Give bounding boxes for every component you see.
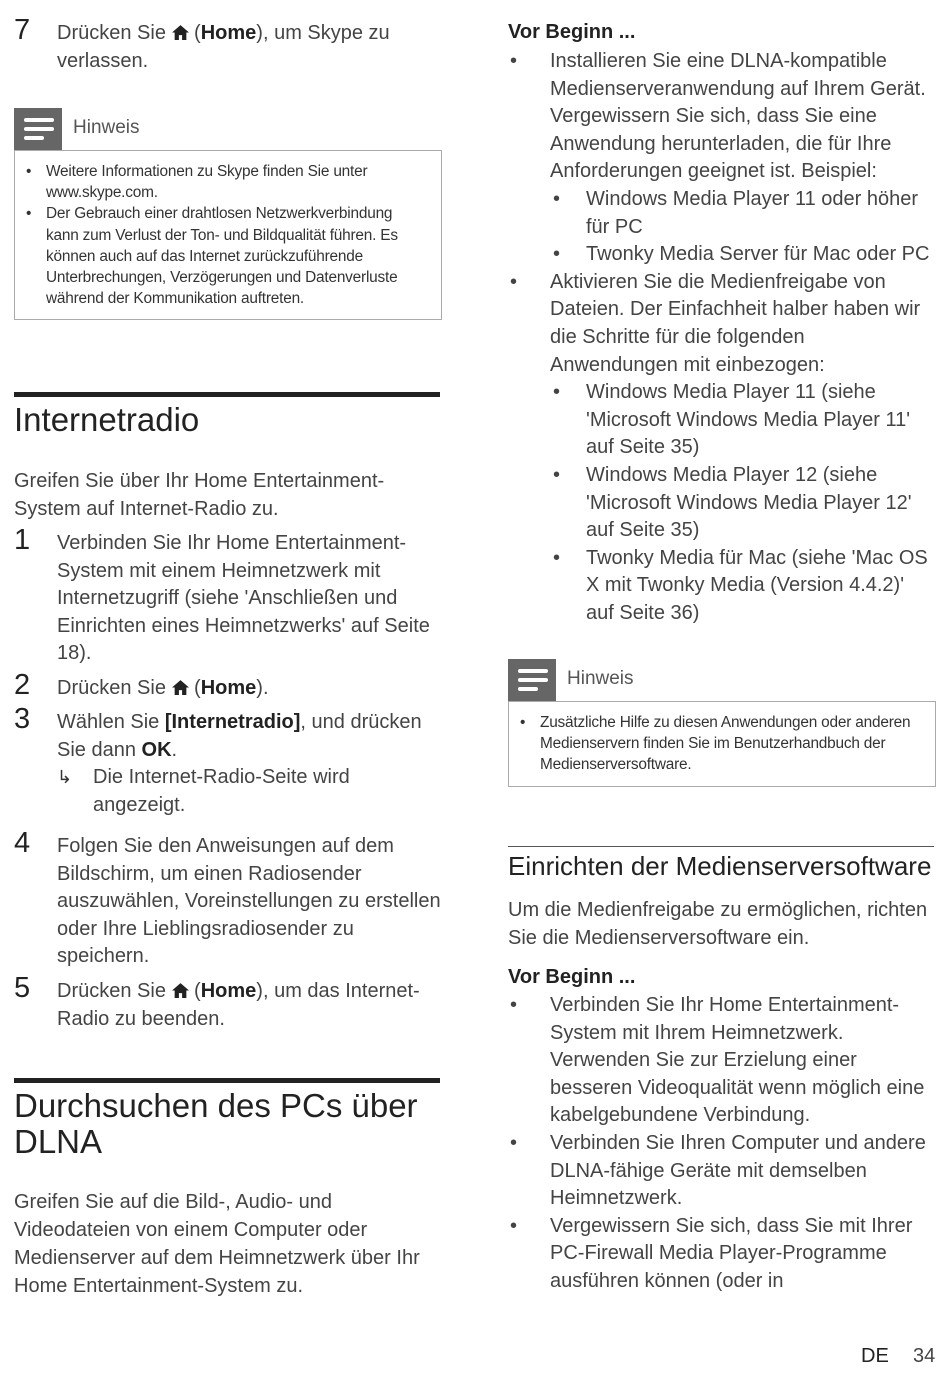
section-intro: Um die Medienfreigabe zu ermöglichen, richten Sie die Medienserversoftware ein. xyxy=(508,899,928,949)
section-rule xyxy=(14,1078,440,1083)
step-1: 1 Verbinden Sie Ihr Home Entertainment-System mit einem Heimnetzwerk mit Internetzugriff (siehe 'Anschließen und Einrichten eines Heimnetzwerks' auf Seite 18). xyxy=(14,524,430,664)
step-7: 7 Drücken Sie (Home), um Skype zu verlassen. xyxy=(14,14,390,72)
list-item: • Verbinden Sie Ihren Computer und andere DLNA-fähige Geräte mit demselben Heimnetzwerk. xyxy=(508,1130,936,1213)
section-heading-internetradio: Internetradio xyxy=(14,401,200,438)
step-number: 7 xyxy=(14,14,31,46)
note-title: Hinweis xyxy=(73,117,140,138)
sub-list xyxy=(550,186,936,269)
list-item: • Vergewissern Sie sich, dass Sie mit Ihrer PC-Firewall Media Player-Programme ausführen können (oder in xyxy=(508,1213,936,1296)
list-item: • Windows Media Player 11 oder höher für PC xyxy=(550,186,936,241)
before-you-begin-label: Vor Beginn ... xyxy=(508,21,636,43)
list-item: • Installieren Sie eine DLNA-kompatible Medienserveranwendung auf Ihrem Gerät. Vergewissern Sie sich, dass Sie eine Anwendung herunterladen, die für Ihre Anforderungen geeignet ist. Beispiel: • Windows Media Player 11 oder höher für PC • Twonky Media Server für Mac oder PC xyxy=(508,48,936,269)
list-item: • Twonky Media Server für Mac oder PC xyxy=(550,241,936,269)
section-intro: Greifen Sie auf die Bild-, Audio- und Videodateien von einem Computer oder Medienserver auf dem Heimnetzwerk über Ihr Home Entertainment-System zu. xyxy=(14,1191,420,1297)
section-rule xyxy=(508,846,934,847)
step-result: ↳ Die Internet-Radio-Seite wird angezeigt. xyxy=(57,766,350,816)
home-icon xyxy=(172,25,189,40)
step-3: 3 Wählen Sie [Internetradio], und drücken Sie dann OK. ↳ Die Internet-Radio-Seite wird angezeigt. xyxy=(14,709,442,819)
list-item: • Aktivieren Sie die Medienfreigabe von Dateien. Der Einfachheit halber haben wir die Schritte für die folgenden Anwendungen mit einbezogen: • Windows Media Player 11 (siehe 'Microsoft Windows Media Player 11' auf Seite 35) • Windows Media Player 12 (siehe 'Microsoft Windows Media Player 12' auf Seite 35) • Twonky Media für Mac (siehe 'Mac OS X mit Twonky Media (Version 4.4.2)' auf Seite 36) xyxy=(508,269,936,628)
home-icon xyxy=(172,983,189,998)
section-rule xyxy=(14,392,440,397)
result-arrow-icon: ↳ xyxy=(57,767,73,787)
list-item: • Windows Media Player 12 (siehe 'Microsoft Windows Media Player 12' auf Seite 35) xyxy=(550,462,936,545)
home-icon xyxy=(172,680,189,695)
step-4: 4 Folgen Sie den Anweisungen auf dem Bildschirm, um einen Radiosender auszuwählen, Voreinstellungen zu erstellen oder Ihre Lieblingsradiosender zu speichern. xyxy=(14,827,441,967)
note-item: • Weitere Informationen zu Skype finden Sie unter www.skype.com. xyxy=(15,161,425,203)
setup-requirements-list xyxy=(508,992,936,1296)
footer-language: DE xyxy=(861,1345,889,1367)
list-item: • Twonky Media für Mac (siehe 'Mac OS X mit Twonky Media (Version 4.4.2)' auf Seite 36) xyxy=(550,545,936,628)
note-title: Hinweis xyxy=(567,668,634,689)
requirements-list xyxy=(508,48,936,627)
note-icon xyxy=(14,108,62,150)
step-5: 5 Drücken Sie (Home), um das Internet-Radio zu beenden. xyxy=(14,972,420,1030)
note-list xyxy=(509,712,927,776)
note-list xyxy=(15,161,425,309)
note-item: • Der Gebrauch einer drahtlosen Netzwerkverbindung kann zum Verlust der Ton- und Bildqualität führen. Es können auch auf das Internet zurückzuführende Unterbrechungen, Verzögerungen und Datenverluste während der Kommunikation auftreten. xyxy=(15,203,425,309)
list-item: • Windows Media Player 11 (siehe 'Microsoft Windows Media Player 11' auf Seite 35) xyxy=(550,379,936,462)
section-heading-dlna: Durchsuchen des PCs über DLNA xyxy=(14,1087,418,1160)
sub-list xyxy=(550,379,936,627)
section-heading-media-server: Einrichten der Medienserversoftware xyxy=(508,851,932,881)
note-box xyxy=(14,150,442,320)
step-2: 2 Drücken Sie (Home). xyxy=(14,669,269,701)
note-icon xyxy=(508,659,556,701)
page-number: 34 xyxy=(913,1345,936,1367)
note-item: • Zusätzliche Hilfe zu diesen Anwendungen oder anderen Medienservern finden Sie im Benutzerhandbuch der Medienserversoftware. xyxy=(509,712,927,776)
section-intro: Greifen Sie über Ihr Home Entertainment-System auf Internet-Radio zu. xyxy=(14,470,385,520)
note-box xyxy=(508,701,936,787)
list-item: • Verbinden Sie Ihr Home Entertainment-System mit Ihrem Heimnetzwerk. Verwenden Sie zur Erzielung einer besseren Videoqualität wenn möglich eine kabelgebundene Verbindung. xyxy=(508,992,936,1130)
before-you-begin-label: Vor Beginn ... xyxy=(508,966,636,988)
